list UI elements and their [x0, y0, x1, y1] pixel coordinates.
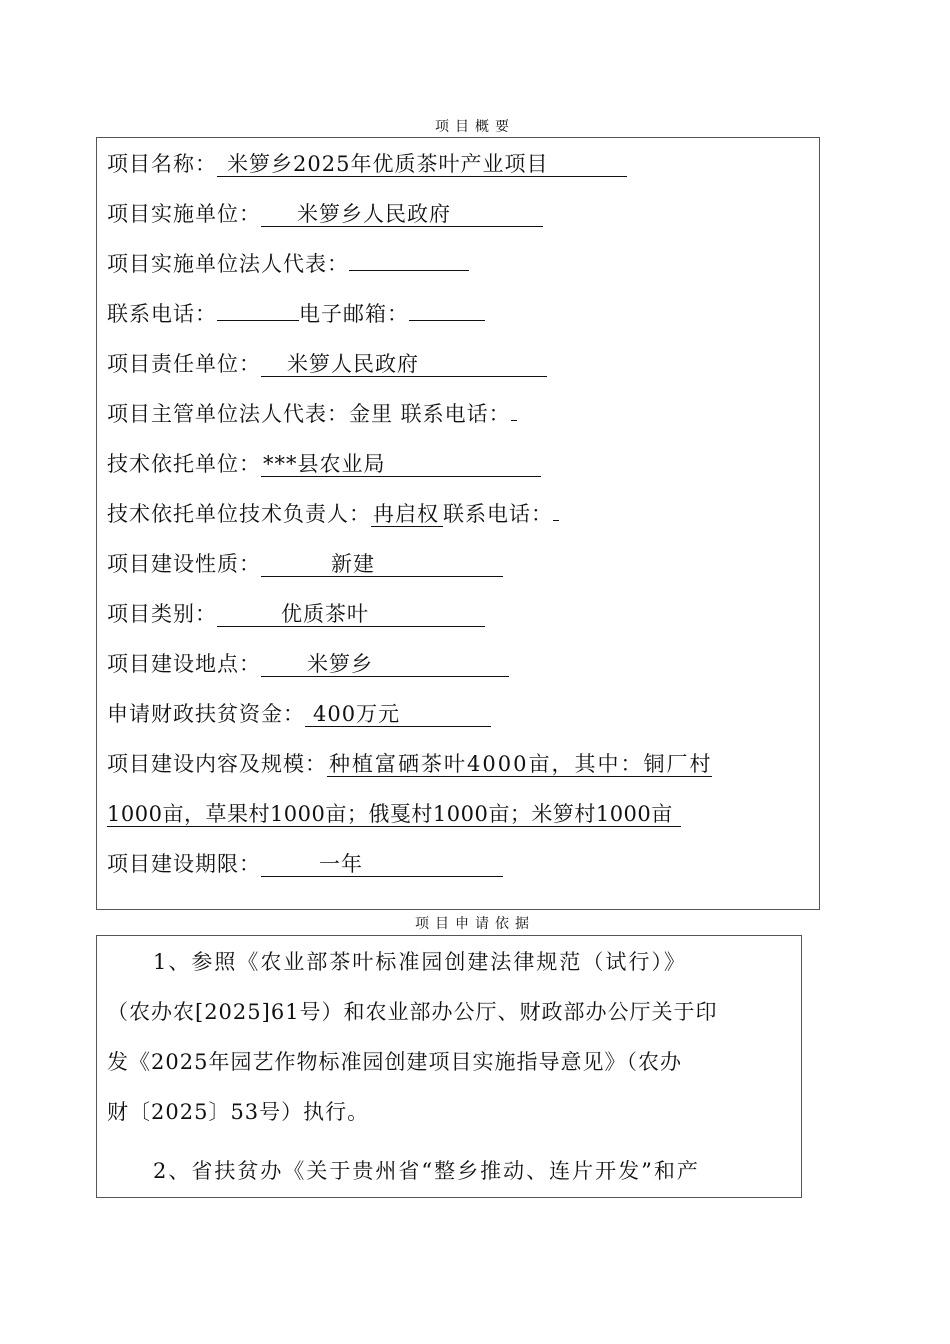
label-type: 项目类别：	[107, 602, 217, 626]
field-tech-unit: ***县农业局	[261, 452, 541, 477]
project-basis-box	[96, 935, 802, 1198]
row-impl-unit	[107, 201, 543, 227]
label-tech-lead: 技术依托单位技术负责人：	[107, 502, 371, 526]
label-tech-unit: 技术依托单位：	[107, 452, 261, 476]
row-project-name	[107, 151, 627, 177]
label-fund: 申请财政扶贫资金：	[107, 702, 305, 726]
field-project-name: 米箩乡2025年优质茶叶产业项目	[217, 152, 627, 177]
label-email: 电子邮箱：	[299, 302, 409, 326]
field-period: 一年	[261, 852, 503, 877]
row-mgr-rep	[107, 401, 517, 427]
field-content-line2: 1000亩，草果村1000亩；俄戛村1000亩；米箩村1000亩	[107, 802, 681, 827]
label-nature: 项目建设性质：	[107, 552, 261, 576]
field-content-line1: 种植富硒茶叶4000亩，其中：铜厂村	[329, 752, 713, 776]
row-tech-lead	[107, 501, 559, 527]
label-impl-unit: 项目实施单位：	[107, 202, 261, 226]
label-period: 项目建设期限：	[107, 852, 261, 876]
label-resp-unit: 项目责任单位：	[107, 352, 261, 376]
field-resp-unit: 米箩人民政府	[261, 352, 547, 377]
row-content-cont	[107, 801, 681, 827]
row-place	[107, 651, 509, 677]
row-fund	[107, 701, 491, 727]
field-phone	[217, 320, 299, 321]
basis-para1-line3: 发《2025年园艺作物标准园创建项目实施指导意见》（农办	[107, 1050, 682, 1074]
row-nature	[107, 551, 503, 577]
row-period	[107, 851, 503, 877]
section-title-overview: 项目概要	[435, 119, 515, 135]
label-legal-rep: 项目实施单位法人代表：	[107, 252, 349, 276]
field-type: 优质茶叶	[217, 602, 485, 627]
field-place: 米箩乡	[261, 652, 509, 677]
basis-para1-line2: （农办农[2025]61号）和农业部办公厅、财政部办公厅关于印	[107, 1000, 718, 1024]
field-legal-rep	[349, 270, 469, 271]
field-fund: 400万元	[305, 702, 491, 727]
field-tech-lead-phone	[553, 520, 559, 521]
label-place: 项目建设地点：	[107, 652, 261, 676]
field-email	[409, 320, 485, 321]
field-tech-lead: 冉启权	[371, 502, 443, 527]
project-overview-box	[96, 137, 820, 910]
row-resp-unit	[107, 351, 547, 377]
label-phone: 联系电话：	[107, 302, 217, 326]
section-title-basis: 项目申请依据	[415, 916, 535, 932]
row-legal-rep	[107, 251, 469, 277]
row-type	[107, 601, 485, 627]
field-mgr-phone	[511, 420, 517, 421]
label-mgr-rep: 项目主管单位法人代表：金里 联系电话：	[107, 402, 511, 426]
label-tech-lead-phone: 联系电话：	[443, 502, 553, 526]
row-contact	[107, 301, 485, 327]
row-content	[107, 751, 712, 777]
label-project-name: 项目名称：	[107, 152, 217, 176]
row-tech-unit	[107, 451, 541, 477]
basis-para1-line1: 1、参照《农业部茶叶标准园创建法律规范（试行）》	[153, 950, 687, 974]
basis-para1-line4: 财〔2025〕53号）执行。	[107, 1100, 370, 1124]
basis-para2-line1: 2、省扶贫办《关于贵州省“整乡推动、连片开发”和产	[153, 1159, 700, 1183]
field-impl-unit: 米箩乡人民政府	[261, 202, 543, 227]
label-content: 项目建设内容及规模：	[107, 752, 327, 776]
field-nature: 新建	[261, 552, 503, 577]
